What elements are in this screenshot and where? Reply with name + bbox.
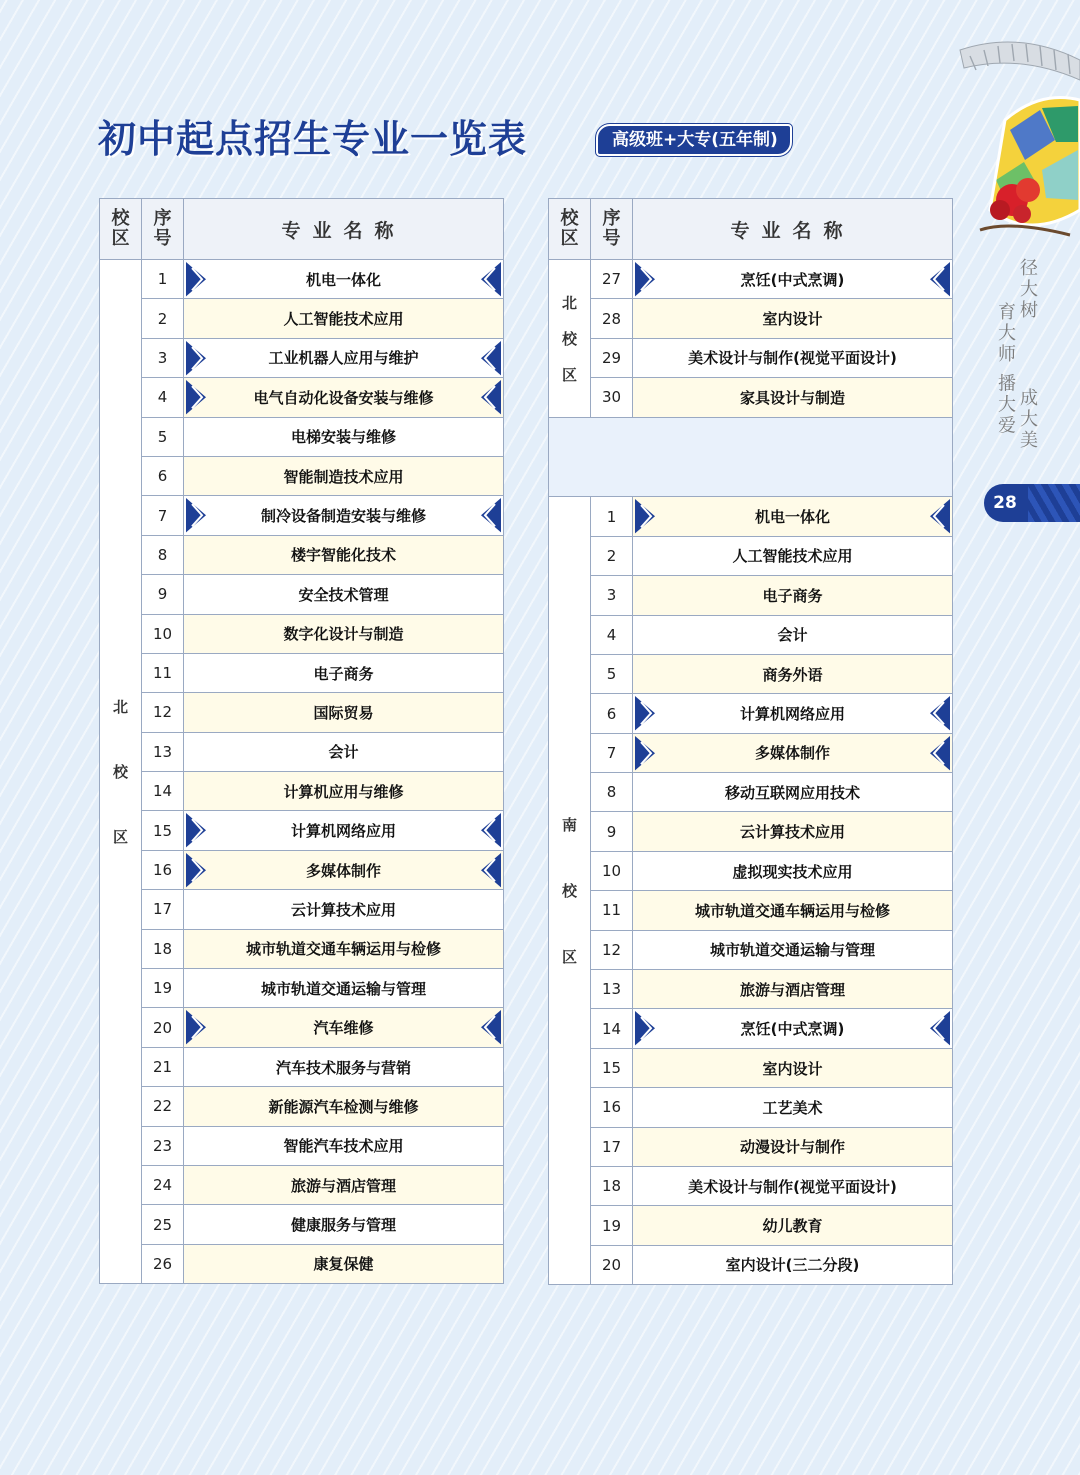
major-name-cell — [633, 497, 953, 536]
chevron-right-icon — [633, 694, 665, 732]
seq-cell: 20 — [591, 1245, 633, 1284]
table-row — [549, 694, 953, 733]
table-row — [549, 615, 953, 654]
table-row — [100, 456, 504, 495]
header-campus: 校 区 — [100, 199, 142, 260]
blank-gap — [549, 417, 953, 497]
major-name-cell — [633, 299, 953, 338]
major-name-cell — [633, 654, 953, 693]
table-row — [100, 260, 504, 299]
lattice-roof-icon — [960, 42, 1080, 80]
seq-cell: 18 — [591, 1167, 633, 1206]
table-row — [549, 1127, 953, 1166]
major-name: 智能制造技术应用 — [283, 467, 404, 486]
campus-label: 北 校 区 — [112, 698, 128, 847]
header-name: 专业名称 — [633, 199, 953, 260]
major-name: 城市轨道交通运输与管理 — [709, 941, 875, 960]
seq-cell: 14 — [142, 772, 184, 811]
major-name: 多媒体制作 — [754, 744, 830, 763]
major-name: 云计算技术应用 — [290, 900, 396, 919]
table-row — [100, 890, 504, 929]
major-name-cell — [633, 378, 953, 417]
major-name-cell — [184, 732, 504, 771]
table-row — [100, 338, 504, 377]
table-row — [100, 1165, 504, 1204]
major-name-cell — [184, 378, 504, 417]
seq-cell: 7 — [142, 496, 184, 535]
table-row — [549, 1048, 953, 1087]
major-name: 机电一体化 — [305, 270, 381, 289]
seq-cell: 8 — [142, 535, 184, 574]
seq-cell: 11 — [591, 891, 633, 930]
major-name: 计算机应用与维修 — [283, 782, 404, 801]
seq-cell: 4 — [591, 615, 633, 654]
table-row — [100, 535, 504, 574]
major-name-cell — [633, 576, 953, 615]
major-name: 计算机网络应用 — [290, 822, 396, 841]
major-name: 人工智能技术应用 — [732, 547, 853, 566]
table-row — [549, 733, 953, 772]
page-tab-stripes — [1028, 484, 1080, 522]
table-row — [549, 1167, 953, 1206]
table-row — [100, 1205, 504, 1244]
major-name: 汽车维修 — [313, 1019, 374, 1038]
chevron-left-icon — [471, 339, 503, 377]
chevron-right-icon — [633, 1009, 665, 1047]
major-name-cell — [633, 1009, 953, 1048]
subtitle-badge: 高级班+大专(五年制) — [596, 124, 792, 156]
seq-cell: 28 — [591, 299, 633, 338]
seq-cell: 13 — [591, 970, 633, 1009]
major-name-cell — [633, 1088, 953, 1127]
chevron-left-icon — [471, 811, 503, 849]
campus-label: 北 校 区 — [561, 293, 577, 384]
major-name: 楼宇智能化技术 — [290, 546, 396, 565]
major-name: 动漫设计与制作 — [739, 1138, 845, 1157]
table-row — [549, 536, 953, 575]
seq-cell: 20 — [142, 1008, 184, 1047]
major-name: 工业机器人应用与维护 — [268, 349, 419, 368]
table-row — [100, 772, 504, 811]
major-name-cell — [184, 772, 504, 811]
seq-cell: 1 — [142, 260, 184, 299]
major-name: 室内设计 — [762, 310, 823, 329]
table-row — [100, 929, 504, 968]
blank-gap-row — [549, 417, 953, 497]
major-name: 新能源汽车检测与维修 — [268, 1097, 419, 1116]
seq-cell: 15 — [142, 811, 184, 850]
major-name: 会计 — [328, 743, 359, 762]
table-row — [100, 1244, 504, 1283]
major-name-cell — [184, 260, 504, 299]
major-name-cell — [633, 1127, 953, 1166]
major-name: 城市轨道交通车辆运用与检修 — [245, 940, 441, 959]
major-name: 室内设计 — [762, 1059, 823, 1078]
major-name-cell — [184, 496, 504, 535]
major-name: 商务外语 — [762, 665, 823, 684]
major-name: 旅游与酒店管理 — [290, 1176, 396, 1195]
major-name: 旅游与酒店管理 — [739, 980, 845, 999]
seq-cell: 10 — [591, 851, 633, 890]
table-row — [549, 576, 953, 615]
table-row — [100, 1126, 504, 1165]
major-name-cell — [184, 535, 504, 574]
major-name: 家具设计与制造 — [739, 388, 845, 407]
table-row — [100, 614, 504, 653]
major-name: 电梯安装与维修 — [290, 428, 396, 447]
major-name: 虚拟现实技术应用 — [732, 862, 853, 881]
major-name-cell — [633, 891, 953, 930]
major-name-cell — [633, 1245, 953, 1284]
table-row — [100, 496, 504, 535]
seq-cell: 3 — [142, 338, 184, 377]
majors-table-mixed — [548, 198, 953, 1285]
page-title: 初中起点招生专业一览表 — [98, 117, 528, 161]
seq-cell: 23 — [142, 1126, 184, 1165]
seq-cell: 5 — [591, 654, 633, 693]
major-name: 电子商务 — [762, 586, 823, 605]
major-name: 健康服务与管理 — [290, 1216, 396, 1235]
major-name-cell — [184, 1244, 504, 1283]
major-name-cell — [633, 1048, 953, 1087]
table-row — [549, 891, 953, 930]
seq-cell: 16 — [591, 1088, 633, 1127]
poem-line: 成大美 — [1017, 388, 1038, 451]
chevron-right-icon — [633, 734, 665, 772]
major-name: 汽车技术服务与营销 — [275, 1058, 411, 1077]
major-name: 康复保健 — [313, 1255, 374, 1274]
major-name-cell — [184, 1165, 504, 1204]
chevron-right-icon — [184, 378, 216, 416]
table-row — [100, 1087, 504, 1126]
chevron-left-icon — [920, 1009, 952, 1047]
seq-cell: 29 — [591, 338, 633, 377]
table-row — [100, 1008, 504, 1047]
table-row — [100, 378, 504, 417]
major-name: 人工智能技术应用 — [283, 310, 404, 329]
table-row — [100, 299, 504, 338]
major-name-cell — [633, 536, 953, 575]
major-name-cell — [184, 1047, 504, 1086]
seq-cell: 21 — [142, 1047, 184, 1086]
table-row — [100, 811, 504, 850]
seq-cell: 7 — [591, 733, 633, 772]
major-name: 室内设计(三二分段) — [725, 1256, 860, 1275]
major-name-cell — [184, 456, 504, 495]
major-name-cell — [184, 417, 504, 456]
seq-cell: 25 — [142, 1205, 184, 1244]
seq-cell: 9 — [142, 575, 184, 614]
table-row — [100, 732, 504, 771]
majors-table-north — [99, 198, 504, 1284]
table-row — [100, 1047, 504, 1086]
major-name: 城市轨道交通运输与管理 — [260, 979, 426, 998]
seq-cell: 17 — [591, 1127, 633, 1166]
table-row — [549, 970, 953, 1009]
seq-cell: 12 — [591, 930, 633, 969]
major-name: 会计 — [777, 626, 808, 645]
seq-cell: 6 — [591, 694, 633, 733]
seq-cell: 16 — [142, 850, 184, 889]
major-name: 烹饪(中式烹调) — [740, 270, 845, 289]
chevron-left-icon — [471, 851, 503, 889]
major-name: 移动互联网应用技术 — [724, 783, 860, 802]
chevron-left-icon — [471, 260, 503, 298]
chevron-left-icon — [920, 734, 952, 772]
seq-cell: 11 — [142, 653, 184, 692]
poem-line: 育大师 播大爱 — [995, 302, 1016, 437]
chevron-right-icon — [184, 496, 216, 534]
major-name: 计算机网络应用 — [739, 705, 845, 723]
major-name-cell — [184, 890, 504, 929]
major-name-cell — [184, 299, 504, 338]
major-name-cell — [633, 812, 953, 851]
major-name-cell — [633, 851, 953, 890]
vertical-poem — [988, 258, 1038, 468]
seq-cell: 13 — [142, 732, 184, 771]
chevron-right-icon — [184, 851, 216, 889]
table-row — [100, 575, 504, 614]
major-name-cell — [184, 811, 504, 850]
major-name-cell — [184, 929, 504, 968]
major-name-cell — [184, 969, 504, 1008]
table-row — [100, 693, 504, 732]
seq-cell: 4 — [142, 378, 184, 417]
major-name: 美术设计与制作(视觉平面设计) — [688, 349, 897, 368]
major-name-cell — [184, 338, 504, 377]
seq-cell: 12 — [142, 693, 184, 732]
major-name: 国际贸易 — [313, 703, 374, 722]
major-name-cell — [633, 338, 953, 377]
chevron-right-icon — [184, 339, 216, 377]
table-row — [549, 930, 953, 969]
header-seq: 序 号 — [591, 199, 633, 260]
major-name-cell — [633, 733, 953, 772]
table-row — [549, 851, 953, 890]
chevron-left-icon — [471, 496, 503, 534]
major-name-cell — [633, 615, 953, 654]
table-row — [549, 1009, 953, 1048]
header-name: 专业名称 — [184, 199, 504, 260]
major-name-cell — [633, 694, 953, 733]
chevron-right-icon — [633, 260, 665, 298]
seq-cell: 27 — [591, 260, 633, 299]
major-name: 工艺美术 — [762, 1098, 823, 1117]
campus-cell — [100, 260, 142, 1284]
major-name-cell — [184, 1126, 504, 1165]
major-name: 幼儿教育 — [762, 1217, 823, 1236]
chevron-left-icon — [920, 694, 952, 732]
table-row — [100, 417, 504, 456]
chevron-right-icon — [184, 1008, 216, 1046]
table-row — [549, 260, 953, 299]
seq-cell: 2 — [142, 299, 184, 338]
campus-cell — [549, 497, 591, 1285]
header-campus: 校 区 — [549, 199, 591, 260]
campus-cell — [549, 260, 591, 418]
table-row — [549, 1088, 953, 1127]
table-row — [100, 850, 504, 889]
major-name: 美术设计与制作(视觉平面设计) — [688, 1177, 897, 1196]
table-row — [100, 653, 504, 692]
major-name: 制冷设备制造安装与维修 — [260, 507, 426, 526]
major-name: 电气自动化设备安装与维修 — [253, 388, 434, 407]
major-name-cell — [184, 1008, 504, 1047]
page-number-tab — [984, 484, 1080, 522]
chevron-left-icon — [920, 497, 952, 535]
seq-cell: 19 — [142, 969, 184, 1008]
major-name-cell — [184, 575, 504, 614]
table-row — [549, 497, 953, 536]
page-number: 28 — [993, 493, 1017, 513]
table-row — [549, 1245, 953, 1284]
seq-cell: 17 — [142, 890, 184, 929]
table-row — [549, 299, 953, 338]
major-name-cell — [633, 260, 953, 299]
chevron-right-icon — [184, 260, 216, 298]
major-name-cell — [633, 930, 953, 969]
major-name: 电子商务 — [313, 664, 374, 683]
major-name: 烹饪(中式烹调) — [740, 1020, 845, 1039]
table-row — [100, 969, 504, 1008]
major-name: 机电一体化 — [754, 508, 830, 527]
table-row — [549, 812, 953, 851]
table-row — [549, 654, 953, 693]
major-name: 安全技术管理 — [298, 585, 389, 604]
seq-cell: 26 — [142, 1244, 184, 1283]
chevron-right-icon — [633, 497, 665, 535]
table-row — [549, 378, 953, 417]
seq-cell: 22 — [142, 1087, 184, 1126]
major-name: 多媒体制作 — [305, 861, 381, 880]
table-row — [549, 338, 953, 377]
seq-cell: 2 — [591, 536, 633, 575]
decoration-graphic — [950, 30, 1080, 250]
seq-cell: 3 — [591, 576, 633, 615]
major-name-cell — [633, 1206, 953, 1245]
seq-cell: 14 — [591, 1009, 633, 1048]
major-name-cell — [633, 1167, 953, 1206]
seq-cell: 1 — [591, 497, 633, 536]
major-name: 智能汽车技术应用 — [283, 1137, 404, 1156]
major-name-cell — [184, 1205, 504, 1244]
seq-cell: 5 — [142, 417, 184, 456]
seq-cell: 9 — [591, 812, 633, 851]
seq-cell: 8 — [591, 773, 633, 812]
chevron-right-icon — [184, 811, 216, 849]
major-name-cell — [184, 850, 504, 889]
major-name-cell — [184, 1087, 504, 1126]
chevron-left-icon — [471, 1008, 503, 1046]
seq-cell: 10 — [142, 614, 184, 653]
table-row — [549, 773, 953, 812]
chevron-left-icon — [920, 260, 952, 298]
campus-label: 南 校 区 — [561, 816, 577, 967]
major-name-cell — [184, 653, 504, 692]
major-name-cell — [633, 773, 953, 812]
major-name: 数字化设计与制造 — [283, 625, 404, 644]
major-name-cell — [184, 614, 504, 653]
major-name-cell — [633, 970, 953, 1009]
seq-cell: 6 — [142, 456, 184, 495]
seq-cell: 18 — [142, 929, 184, 968]
header-seq: 序 号 — [142, 199, 184, 260]
seq-cell: 24 — [142, 1165, 184, 1204]
major-name: 云计算技术应用 — [739, 823, 845, 842]
table-row — [549, 1206, 953, 1245]
seq-cell: 30 — [591, 378, 633, 417]
seq-cell: 15 — [591, 1048, 633, 1087]
chevron-left-icon — [471, 378, 503, 416]
major-name-cell — [184, 693, 504, 732]
seq-cell: 19 — [591, 1206, 633, 1245]
poem-line: 径大树 — [1017, 258, 1038, 321]
major-name: 城市轨道交通车辆运用与检修 — [694, 901, 890, 920]
